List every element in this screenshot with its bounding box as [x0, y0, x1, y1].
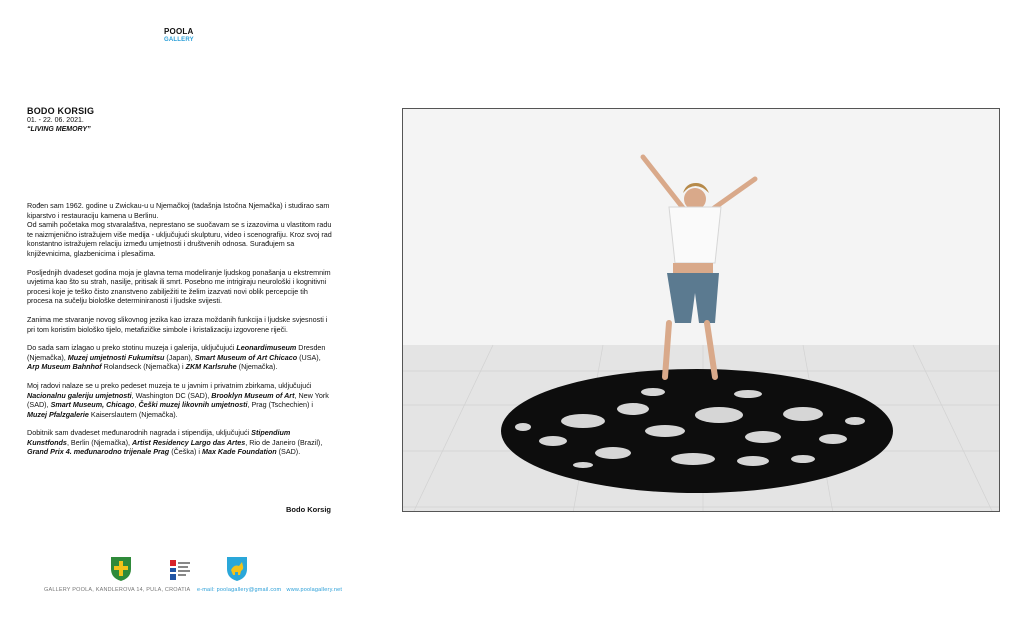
venue-name: ZKM Karlsruhe [185, 362, 237, 372]
venue-name: Leonardimuseum [236, 343, 297, 353]
bio-p1-line-1: Rođen sam 1962. godine u Zwickau-u u Njemačkoj (tadašnja Istočna Njemačka) i studirao sam kiparstvo i restauraciju kamena u Berlinu. [27, 201, 330, 220]
venue-name: Arp Museum Bahnhof [27, 362, 102, 372]
bio-paragraph-5 [27, 381, 333, 419]
ministry-culture-logo-icon [170, 560, 192, 587]
bio-text: Rolandseck (Njemačka) i [101, 362, 186, 372]
award-name: Grand Prix 4. međunarodno trijenale Prag [27, 447, 170, 457]
bio-paragraph-1 [27, 201, 333, 259]
award-name: Artist Residency Largo das Artes [132, 437, 246, 447]
gallery-logo [164, 28, 194, 44]
bio-text: Kaiserslautern (Njemačka). [88, 409, 178, 419]
bio-text: Dresden (Njemačka), [27, 343, 326, 362]
gallery-website-link[interactable]: www.poolagallery.net [286, 587, 343, 593]
istria-county-coat-of-arms-icon [226, 556, 248, 587]
collection-name: Brooklyn Museum of Art [211, 390, 295, 400]
artist-name: BODO KORSIG [27, 106, 95, 116]
venue-name: Smart Museum of Art Chicaco [194, 352, 298, 362]
bio-text: Do sada sam izlagao u preko stotinu muzeja i galerija, uključujući [27, 343, 237, 353]
bio-text: (Češka) i [169, 447, 202, 457]
artwork-photo [402, 108, 1000, 512]
exhibition-header [27, 107, 94, 134]
collection-name: Nacionalnu galeriju umjetnosti [27, 390, 132, 400]
bio-text: , New York (SAD), [27, 390, 329, 410]
bio-p1-line-2: Od samih početaka mog stvaralaštva, neprestano se suočavam se s izazovima u vlastitom radu te naizmjenično istražujem više medija - uključujući skulpturu, video i scenografiju. Kroz svoj rad konstantno istražujem relaciju između umjetnosti i društvenih odnosa. Surađujem sa književnicima, glazbenicima i plesačima. [27, 220, 332, 258]
award-name: Stipendium Kunstfonds [27, 428, 291, 447]
exhibition-title: “LIVING MEMORY” [27, 126, 91, 133]
bio-text: , Washington DC (SAD), [131, 390, 212, 400]
venue-name: Muzej umjetnosti Fukumitsu [67, 352, 165, 362]
award-name: Max Kade Foundation [201, 447, 277, 457]
bio-text: Dobitnik sam dvadeset međunarodnih nagrada i stipendija, uključujući [27, 428, 252, 438]
logo-line-1: POOLA [164, 27, 194, 36]
gallery-address: GALLERY POOLA, KANDLEROVA 14, PULA, CROATIA [44, 587, 191, 593]
collection-name: Muzej Pfalzgalerie [27, 409, 89, 419]
bio-paragraph-3: Zanima me stvaranje novog slikovnog jezika kao izraza moždanih funkcija i ljudske svjesnosti i pri tom koristim biološko tijelo, metafizičke simbole i kristalizaciju izgovorene riječi. [27, 314, 328, 334]
artist-signature: Bodo Korsig [286, 505, 331, 514]
photo-illustration [403, 109, 1000, 512]
bio-text: , [134, 400, 139, 410]
exhibition-dates: 01. - 22. 06. 2021. [27, 117, 84, 124]
logo-line-2: GALLERY [164, 37, 194, 43]
bio-text: (SAD). [276, 447, 301, 457]
pula-coat-of-arms-icon [110, 556, 132, 587]
bio-paragraph-4 [27, 343, 333, 372]
bio-text: , Rio de Janeiro (Brazil), [245, 437, 323, 447]
cut-paper-sculpture [501, 369, 893, 493]
bio-text: , Prag (Tschechien) i [247, 400, 313, 410]
bio-text: (USA), [297, 352, 321, 362]
collection-name: Češki muzej likovnih umjetnosti [138, 400, 248, 410]
bio-text: , Berlin (Njemačka), [66, 437, 133, 447]
bio-text: Moj radovi nalaze se u preko pedeset muzeja te u javnim i privatnim zbirkama, uključujući [27, 380, 312, 390]
footer-contact [44, 587, 342, 593]
gallery-email[interactable]: e-mail: poolagallery@gmail.com [196, 587, 282, 593]
collection-name: Smart Museum, Chicago [50, 400, 135, 410]
bio-text: (Njemačka). [236, 362, 278, 372]
bio-paragraph-2: Posljednjih dvadeset godina moja je glavna tema modeliranje ljudskog ponašanja u ekstremnim uvjetima kao što su strah, nasilje, pritisak ili smrt. Posebno me intrigiraju neurološki i kognitivni procesi koje je teško čisto znanstveno zabilježiti te želim izazvati novi oblik percepcije tih procesa na sučelju biološke determiniranosti i ljudske svijesti. [27, 267, 331, 306]
artist-biography [27, 201, 333, 466]
bio-text: (Japan), [164, 352, 195, 362]
bio-paragraph-6 [27, 428, 333, 457]
